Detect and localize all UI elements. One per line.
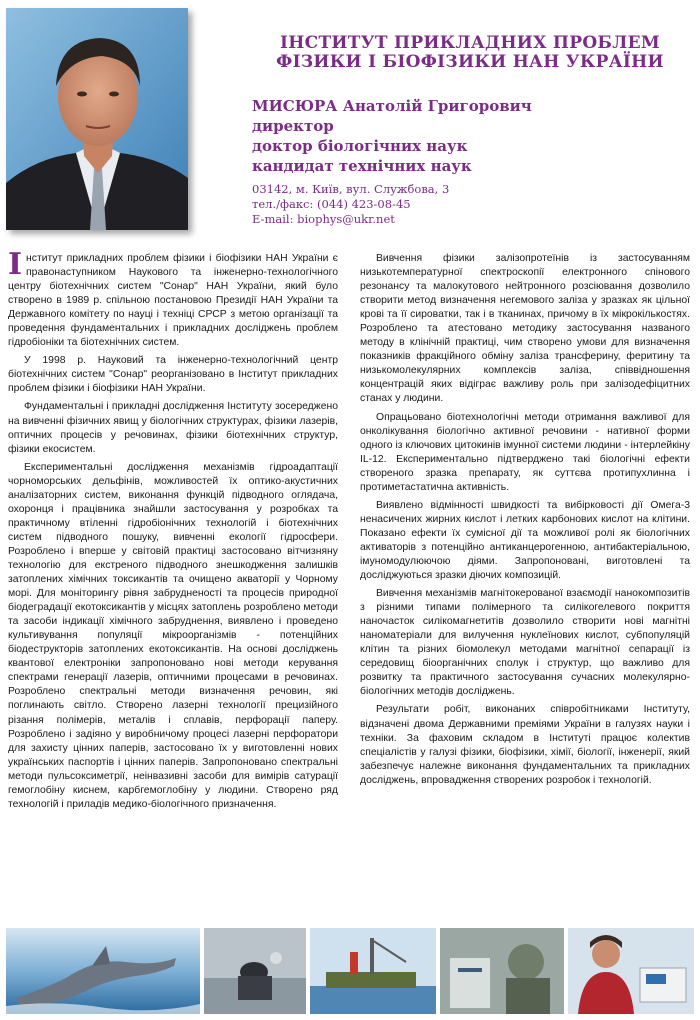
institute-title-line1: ІНСТИТУТ ПРИКЛАДНИХ ПРОБЛЕМ: [280, 33, 660, 53]
person-block: [252, 96, 682, 176]
lab-equipment-photo: [440, 928, 564, 1014]
contact-address: 03142, м. Київ, вул. Службова, 3: [252, 182, 450, 196]
article-column-right: [360, 252, 690, 792]
institute-title: [250, 34, 690, 72]
article-paragraph-8: Вивчення механізмів магнітокерованої взаємодії нанокомпозитів з різними типами полімерного та силікогелевого покриття наночасток силікомагнетитів дозволило створити нові магнітні наноматеріали для вилучення нуклеїнових кислот, субпопуляцій клітин та різних біомолекул методами магнітної сепарації із середовищ біоорганічних сполук і структур, що важливо для розвитку та практичного застосування сучасних молекулярно-біологічних методів досліджень.: [360, 588, 690, 698]
person-name: МИСЮРА Анатолій Григорович: [252, 97, 532, 115]
photo-strip: [6, 928, 694, 1014]
article-paragraph-1: [8, 247, 338, 350]
ship-photo: [310, 928, 436, 1014]
article-paragraph-3: Фундаментальні і прикладні дослідження Інституту зосереджено на вивченні фізичних явищ у біологічних структурах, фізики лазерів, оптичних процесів у речовинах, фізики біотехнічних структур, фізики екосистем.: [8, 401, 338, 455]
article-paragraph-4: Експериментальні дослідження механізмів гідроадаптації чорноморських дельфінів, можливостей їх оптико-акустичних аналізаторних систем, виконання функцій підводного оглядача, охоронця і працівника знайшли застосування у розробках та практичному втіленні гідробіонічних технологій і біотехнічних систем підводного пошуку, вивченні екології гідросфери. Розроблено і вперше у світовій практиці застосовано вітчизняну технологію для екстреного підводного знешкодження залишків затоплених хімічних токсикантів та очищено акваторії у Чорному морі. Для моніторингу рівня забрудненості та процесів природної біодеградації екотоксикантів у місцях затоплень розроблено методи та засоби індикації хімічного забруднення, виявлено і проведено культивування популяції мікроорганізмів - потенційних біодеструкторів затоплених екотоксикантів. На основі досліджень квантової електроніки запропоновано нові методи керування спектрами генерації лазерів, оптичними процесами в речовинах. Розроблено спектральні методи визначення речовин, які поглинають світло. Створено лазерні технології прецизійного різання полімерів, металів і сплавів, перфорації паперу. Розроблено і задіяно у виробничому процесі лазерні перфоратори для захисту цінних паперів, застосовано їх у виготовленні нових українських паспортів і цінних паперів. Запропоновано спектральні методи пульсоксиметрії, неінвазивні засоби для вимірів сатурації гемоглобіну киснем, карбгемоглобіну у людини. Створено ряд технологій і приладів медико-біологічного призначення.: [8, 461, 338, 810]
medical-research-photo: [568, 928, 694, 1014]
institute-title-line2: ФІЗИКИ І БІОФІЗИКИ НАН УКРАЇНИ: [276, 52, 664, 72]
article-paragraph-2: У 1998 р. Науковий та інженерно-технологічний центр біотехнічних систем "Сонар" реорганізовано в Інститут прикладних проблем фізики і біофізики НАН України.: [8, 355, 338, 395]
director-portrait: [6, 8, 188, 230]
contact-email[interactable]: E-mail: biophys@ukr.net: [252, 212, 395, 226]
contact-phone: тел./факс: (044) 423-08-45: [252, 197, 411, 211]
dolphin-photo: [6, 928, 200, 1014]
dropcap-letter: І: [8, 247, 23, 282]
person-degree-2: кандидат технічних наук: [252, 157, 472, 175]
person-position: директор: [252, 117, 334, 135]
article-paragraph-7: Виявлено відмінності швидкості та вибірковості дії Омега-3 ненасичених жирних кислот і летких карбонових кислот на клітини. Показано ефекти їх сумісної дії та можливої ролі як біологічних активаторів з потенційно антиканцерогенною, антибактеріальною, імуномодулюючою діями. Запропоновані, виготовлені та досліджуються зразки діючих композицій.: [360, 499, 690, 582]
article-paragraph-5: Вивчення фізики залізопротеїнів із застосуванням низькотемпературної спектроскопії електронного спінового резонансу та малокутового нейтронного розсіювання дозволило створити метод визначення негемового заліза у зразках як цільної крові та її сироватки, так і в тканинах, причому в їх мікрокількостях. Розроблено та атестовано методику застосування названого методу в клінічній практиці, чим створено умови для визначення показників фракційного обміну заліза трансферину, феритину та низькомолекулярних комплексів заліза, співвідношення концентрацій яких відіграє важливу роль при залізодефіцитних станах у людини.: [360, 253, 690, 405]
article-column-left: [8, 247, 338, 816]
article-paragraph-9: Результати робіт, виконаних співробітниками Інституту, відзначені двома Державними преміями України в галузях науки і техніки. За фаховим складом в Інституті працює колектив спеціалістів у галузі фізики, біофізики, хімії, біології, інженерії, який забезпечує належне виконання фундаментальних та прикладних досліджень, впровадження створених розробок і технологій.: [360, 704, 690, 786]
article-paragraph-6: Опрацьовано біотехнологічні методи отримання важливої для онколікування біологічно активної речовини - нативної форми одного із ключових цитокинів імунної системи людини - інтерлейкіну IL-12. Експериментально підтверджено такі біологічні ефекти створеного зразка препарату, як суттєва протипухлинна і протиметастатична активність.: [360, 411, 690, 493]
contacts-block: [252, 182, 682, 227]
person-degree-1: доктор біологічних наук: [252, 137, 468, 155]
diver-photo: [204, 928, 306, 1014]
article-paragraph-1-text: нститут прикладних проблем фізики і біофізики НАН України є правонаступником Наукового та інженерно-технологічного центру біотехнічних систем "Сонар" НАН України, який було створено в 1989 р. спільною постановою Президії НАН України та Державного комітету по науці і техніці СРСР з метою організації та проведення фундаментальних і прикладних досліджень проблем гідробіоніки та біотехнічних систем.: [8, 253, 338, 349]
